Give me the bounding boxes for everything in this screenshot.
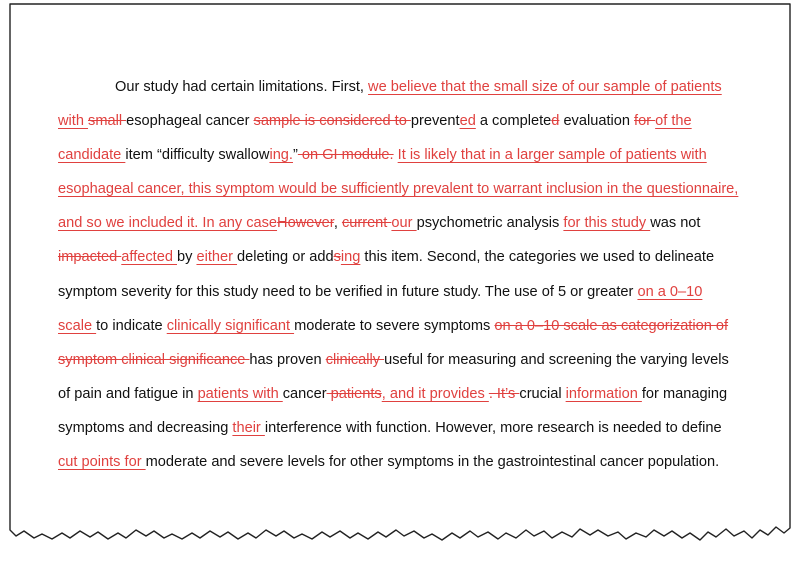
deleted-text: s: [333, 249, 341, 266]
inserted-text: It is likely that in a larger sample of patients with: [397, 147, 707, 164]
body-text: cancer: [282, 385, 327, 402]
body-text: item “difficulty swallow: [125, 147, 270, 164]
body-text: psychometric analysis: [416, 215, 564, 232]
deleted-text: small: [88, 113, 127, 130]
inserted-text: ing: [340, 249, 361, 266]
deleted-text: clinically: [325, 351, 385, 368]
deleted-text: d: [551, 113, 560, 130]
text-line: [58, 377, 758, 411]
body-text: to indicate: [96, 317, 167, 334]
inserted-text: either: [196, 249, 238, 266]
body-text: of pain and fatigue in: [58, 385, 198, 402]
inserted-text: esophageal cancer, this symptom would be sufficiently prevalent to warrant inclusion in the questionnaire,: [58, 181, 739, 198]
inserted-text: ed: [459, 113, 476, 130]
body-text: a complete: [475, 113, 552, 130]
text-line: [58, 138, 758, 172]
deleted-text: on GI module.: [297, 147, 394, 164]
body-text: ”: [292, 147, 298, 164]
deleted-text: current: [341, 215, 392, 232]
inserted-text: we believe that the small size of our sample of patients: [368, 79, 722, 95]
inserted-text: scale: [58, 317, 97, 334]
inserted-text: our: [391, 215, 417, 232]
inserted-text: patients with: [197, 385, 283, 402]
inserted-text: candidate: [58, 147, 126, 164]
text-line: [58, 172, 758, 206]
inserted-text: cut points for: [58, 454, 146, 471]
body-text: for managing: [641, 385, 728, 402]
body-text: symptom severity for this study need to be verified in future study. The use of 5 or greater: [58, 283, 638, 300]
deleted-text: for: [634, 113, 656, 130]
text-line: [58, 70, 758, 104]
deleted-text: symptom clinical significance: [58, 351, 250, 368]
body-text: interference with function. However, more research is needed to define: [264, 419, 722, 436]
document-body: [58, 70, 758, 479]
inserted-text: information: [565, 385, 642, 402]
inserted-text: of the: [655, 113, 692, 130]
deleted-text: sample is considered to: [253, 113, 411, 130]
body-text: ,: [333, 215, 342, 232]
limitations-paragraph: [58, 70, 758, 479]
deleted-text: . It’s: [488, 385, 520, 402]
body-text: moderate to severe symptoms: [294, 317, 495, 334]
body-text: deleting or add: [237, 249, 334, 266]
inserted-text: affected: [121, 249, 177, 266]
deleted-text: impacted: [58, 249, 122, 266]
inserted-text: on a 0–10: [637, 283, 703, 300]
body-text: was not: [650, 215, 701, 232]
body-text: evaluation: [559, 113, 635, 130]
text-line: [58, 104, 758, 138]
body-text: useful for measuring and screening the varying levels: [384, 351, 729, 368]
deleted-text: on a 0–10 scale as categorization of: [494, 317, 729, 334]
body-text: symptoms and decreasing: [58, 419, 233, 436]
body-text: by: [177, 249, 197, 266]
text-line: [58, 206, 758, 240]
deleted-text: However: [277, 215, 334, 232]
inserted-text: clinically significant: [166, 317, 295, 334]
text-line: [58, 275, 758, 309]
body-text: crucial: [519, 385, 566, 402]
deleted-text: patients: [326, 385, 382, 402]
body-text: Our study had certain limitations. First,: [115, 79, 369, 95]
inserted-text: ing.: [269, 147, 293, 164]
inserted-text: their: [232, 419, 265, 436]
body-text: moderate and severe levels for other symptoms in the gastrointestinal cancer population.: [145, 454, 720, 471]
text-line: [58, 445, 758, 479]
inserted-text: with: [58, 113, 89, 130]
text-line: [58, 411, 758, 445]
text-line: [58, 309, 758, 343]
body-text: prevent: [410, 113, 460, 130]
body-text: esophageal cancer: [126, 113, 254, 130]
body-text: has proven: [249, 351, 326, 368]
inserted-text: for this study: [563, 215, 651, 232]
text-line: [58, 343, 758, 377]
text-line: [58, 240, 758, 274]
inserted-text: and so we included it. In any case: [58, 215, 278, 232]
body-text: this item. Second, the categories we used to delineate: [360, 249, 715, 266]
inserted-text: , and it provides: [381, 385, 489, 402]
